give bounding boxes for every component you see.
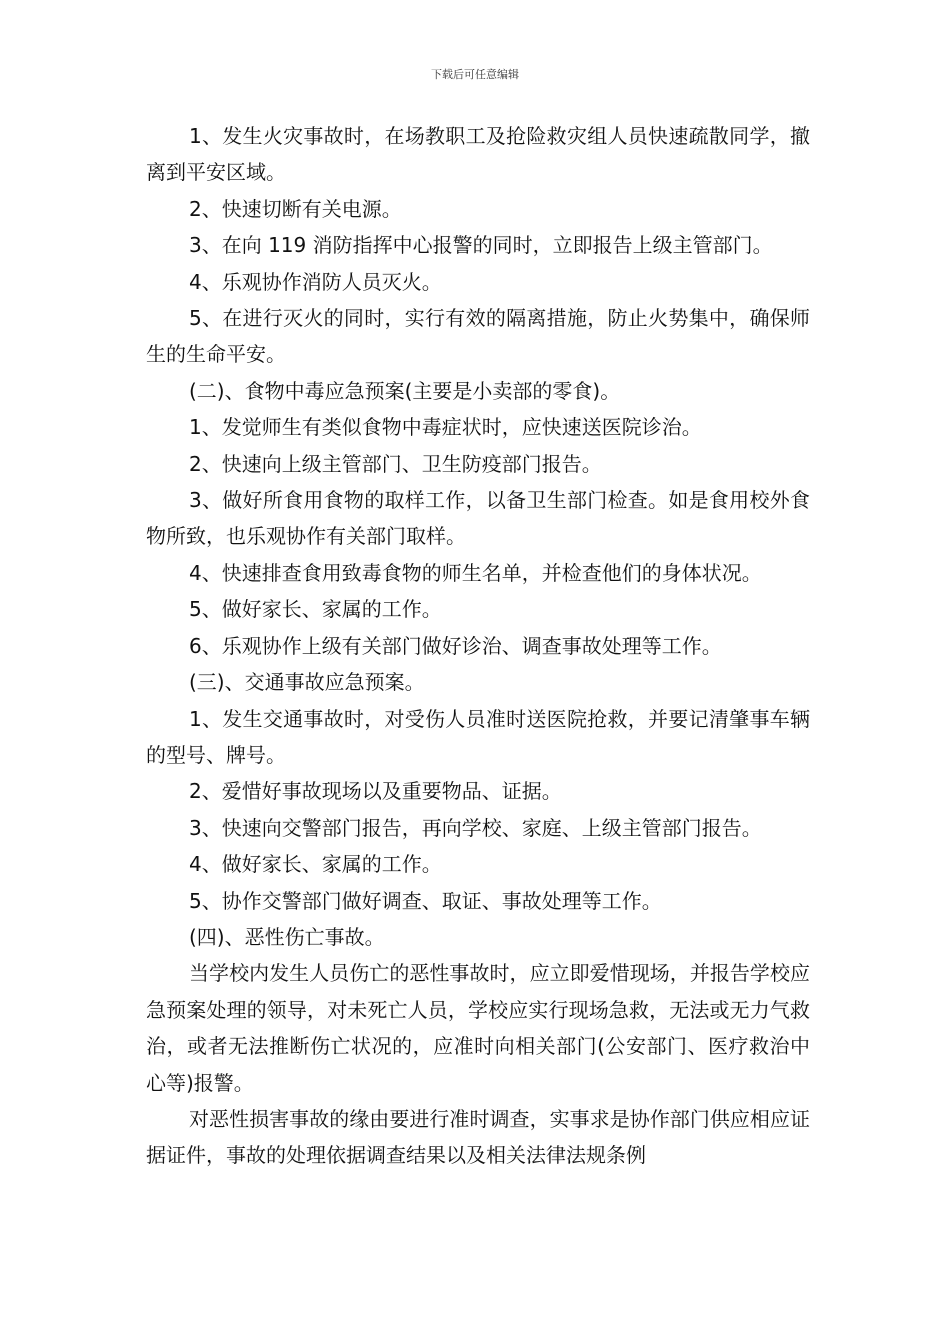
paragraph-food-6: 6、乐观协作上级有关部门做好诊治、调查事故处理等工作。: [189, 633, 722, 658]
paragraph-fire-5: 5、在进行灭火的同时，实行有效的隔离措施，防止火势集中，确保师生的生命平安。: [146, 306, 810, 367]
paragraph-traffic-2: 2、爱惜好事故现场以及重要物品、证据。: [189, 779, 562, 804]
paragraph-casualty-1: 当学校内发生人员伤亡的恶性事故时，应立即爱惜现场，并报告学校应急预案处理的领导，对未死亡人员，学校应实行现场急救，无法或无力气救治，或者无法推断伤亡状况的，应准时向相关部门(公安部门、医疗救治中心等)报警。: [146, 961, 810, 1095]
paragraph-fire-3: 3、在向 119 消防指挥中心报警的同时，立即报告上级主管部门。: [189, 233, 773, 258]
paragraph-food-4: 4、快速排查食用致毒食物的师生名单，并检查他们的身体状况。: [189, 560, 762, 585]
document-body: [146, 118, 810, 1174]
paragraph-traffic-4: 4、做好家长、家属的工作。: [189, 852, 442, 877]
paragraph-food-5: 5、做好家长、家属的工作。: [189, 597, 442, 622]
paragraph-traffic-5: 5、协作交警部门做好调查、取证、事故处理等工作。: [189, 888, 662, 913]
paragraph-fire-4: 4、乐观协作消防人员灭火。: [189, 269, 442, 294]
paragraph-fire-2: 2、快速切断有关电源。: [189, 196, 402, 221]
paragraph-food-3: 3、做好所食用食物的取样工作，以备卫生部门检查。如是食用校外食物所致，也乐观协作有关部门取样。: [146, 488, 810, 549]
paragraph-casualty-2: 对恶性损害事故的缘由要进行准时调查，实事求是协作部门供应相应证据证件，事故的处理依据调查结果以及相关法律法规条例: [146, 1106, 810, 1168]
paragraph-food-2: 2、快速向上级主管部门、卫生防疫部门报告。: [189, 451, 602, 476]
paragraph-food-1: 1、发觉师生有类似食物中毒症状时，应快速送医院诊治。: [189, 415, 702, 440]
section-heading-food-poisoning: (二)、食物中毒应急预案(主要是小卖部的零食)。: [189, 378, 621, 403]
page-header-note: 下载后可任意编辑: [431, 68, 519, 81]
paragraph-traffic-3: 3、快速向交警部门报告，再向学校、家庭、上级主管部门报告。: [189, 815, 762, 840]
section-heading-traffic: (三)、交通事故应急预案。: [189, 670, 425, 695]
paragraph-traffic-1: 1、发生交通事故时，对受伤人员准时送医院抢救，并要记清肇事车辆的型号、牌号。: [146, 706, 810, 767]
section-heading-casualty: (四)、恶性伤亡事故。: [189, 924, 385, 949]
paragraph-fire-1: 1、发生火灾事故时，在场教职工及抢险救灾组人员快速疏散同学，撤离到平安区域。: [146, 124, 810, 185]
